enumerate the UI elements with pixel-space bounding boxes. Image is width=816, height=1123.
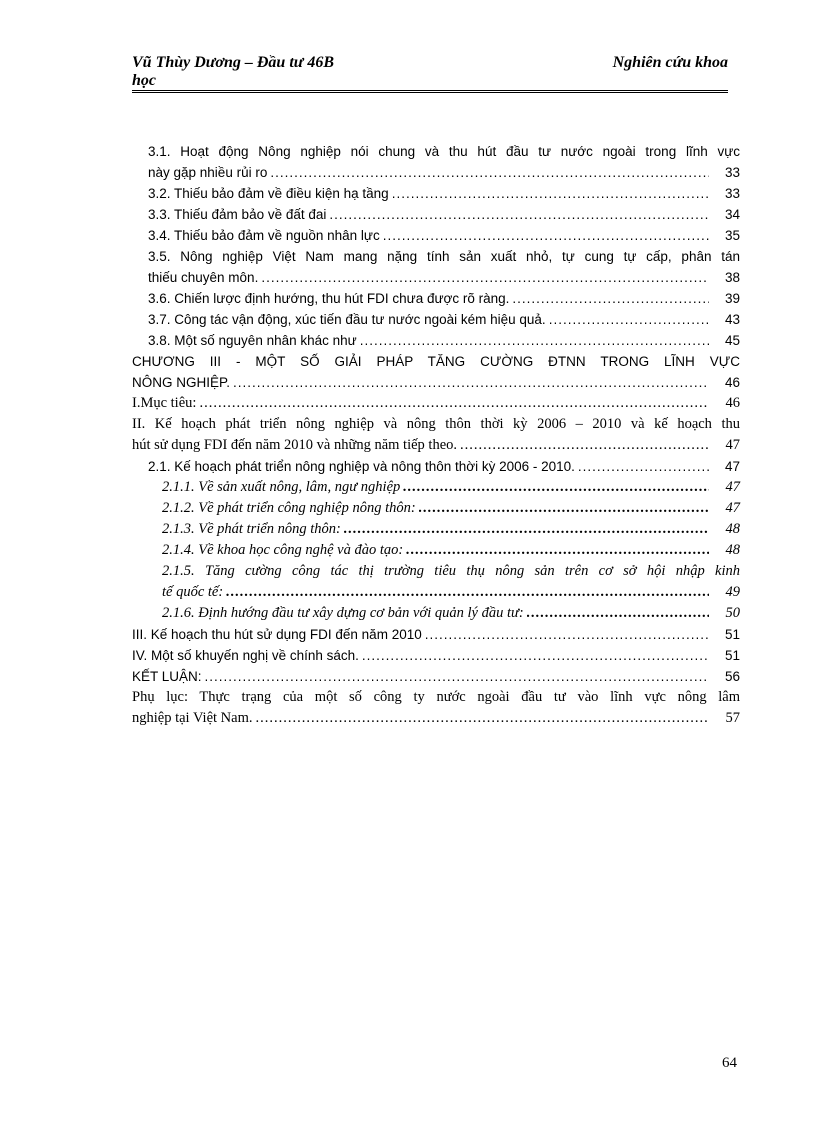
toc-entry-2-1-6[interactable] (132, 603, 740, 624)
toc-page-number: 33 (724, 165, 740, 180)
toc-entry-text: nghiệp tại Việt Nam. (132, 710, 253, 726)
page-header (132, 54, 728, 93)
toc-entry-text: III. Kế hoạch thu hút sử dụng FDI đến năm 2010 (132, 627, 422, 642)
toc-page-number: 48 (725, 542, 740, 558)
toc-entry-text: 2.1.2. Về phát triển công nghiệp nông thôn: (162, 500, 416, 516)
toc-entry-text: II. Kế hoạch phát triển nông nghiệp và nông thôn thời kỳ 2006 – 2010 và kế hoạch thu (132, 416, 740, 432)
toc-page-number: 35 (724, 228, 740, 243)
toc-entry-text: 3.4. Thiếu bảo đảm về nguồn nhân lực (148, 228, 380, 243)
toc-entry-chapter-3[interactable] (132, 351, 740, 393)
header-title: Nghiên cứu khoa (612, 54, 728, 71)
toc-entry-text: 3.3. Thiếu đảm bảo về đất đai (148, 207, 327, 222)
toc-page-number: 47 (724, 459, 740, 474)
toc-entry-text: NÔNG NGHIỆP. (132, 375, 231, 390)
toc-entry-3-2[interactable] (132, 183, 740, 204)
toc-entry-text: IV. Một số khuyến nghị về chính sách. (132, 648, 359, 663)
toc-entry-text: 3.5. Nông nghiệp Việt Nam mang nặng tính sản xuất nhỏ, tự cung tự cấp, phân tán (148, 249, 740, 264)
toc-entry-3-4[interactable] (132, 225, 740, 246)
toc-entry-2-1-5[interactable] (132, 561, 740, 603)
toc-entry-3-5[interactable] (132, 246, 740, 288)
toc-page-number: 49 (725, 584, 740, 600)
toc-entry-muc-tieu[interactable] (132, 393, 740, 414)
toc-entry-2-1[interactable] (132, 456, 740, 477)
toc-leader (460, 435, 709, 456)
toc-leader (233, 372, 709, 393)
toc-page-number: 47 (725, 479, 740, 495)
toc-leader (261, 267, 709, 288)
toc-entry-text: 2.1.3. Về phát triển nông thôn: (162, 521, 341, 537)
toc-entry-text: 3.2. Thiếu bảo đảm về điều kiện hạ tầng (148, 186, 389, 201)
toc-page-number: 45 (724, 333, 740, 348)
toc-entry-3-7[interactable] (132, 309, 740, 330)
toc-page-number: 46 (725, 395, 740, 411)
toc-entry-text: 3.1. Hoạt động Nông nghiệp nói chung và thu hút đầu tư nước ngoài trong lĩnh vực (148, 144, 740, 159)
toc-leader (392, 183, 709, 204)
toc-entry-3-3[interactable] (132, 204, 740, 225)
toc-entry-3-1[interactable] (132, 141, 740, 183)
toc-entry-ket-luan[interactable] (132, 666, 740, 687)
toc-leader (255, 708, 709, 729)
page-number: 64 (722, 1055, 737, 1071)
toc-page-number: 51 (724, 648, 740, 663)
toc-leader (344, 519, 709, 540)
toc-leader (578, 456, 709, 477)
toc-leader (329, 204, 709, 225)
toc-entry-2-1-1[interactable] (132, 477, 740, 498)
toc-entry-2-1-4[interactable] (132, 540, 740, 561)
header-title-wrap: học (132, 72, 156, 89)
toc-leader (406, 540, 709, 561)
toc-entry-section-2[interactable] (132, 414, 740, 456)
toc-page-number: 34 (724, 207, 740, 222)
toc-leader (362, 645, 709, 666)
toc-entry-text: CHƯƠNG III - MỘT SỐ GIẢI PHÁP TĂNG CƯỜNG ĐTNN TRONG LĨNH VỰC (132, 354, 740, 369)
toc-entry-text: 3.6. Chiến lược định hướng, thu hút FDI chưa được rõ ràng. (148, 291, 510, 306)
toc-entry-text: KẾT LUẬN: (132, 669, 202, 684)
toc-page-number: 38 (724, 270, 740, 285)
toc-page-number: 48 (725, 521, 740, 537)
toc-entry-3-6[interactable] (132, 288, 740, 309)
toc-leader (419, 498, 709, 519)
table-of-contents (132, 141, 740, 729)
toc-page-number: 56 (724, 669, 740, 684)
toc-entry-text: 2.1.6. Định hướng đầu tư xây dựng cơ bản với quản lý đầu tư: (162, 605, 524, 621)
header-author: Vũ Thùy Dương – Đầu tư 46B (132, 54, 335, 71)
toc-entry-text: 3.8. Một số nguyên nhân khác như (148, 333, 357, 348)
toc-entry-text: 2.1.5. Tăng cường công tác thị trường tiêu thụ nông sản trên cơ sở hội nhập kinh (162, 563, 740, 579)
toc-entry-text: 3.7. Công tác vận động, xúc tiến đầu tư nước ngoài kém hiệu quả. (148, 312, 546, 327)
toc-page-number: 57 (725, 710, 740, 726)
toc-entry-phu-luc[interactable] (132, 687, 740, 729)
toc-leader (527, 603, 709, 624)
toc-leader (199, 393, 709, 414)
toc-entry-2-1-3[interactable] (132, 519, 740, 540)
toc-leader (425, 624, 709, 645)
toc-page-number: 43 (724, 312, 740, 327)
toc-leader (226, 582, 709, 603)
toc-entry-text: I.Mục tiêu: (132, 395, 197, 411)
toc-entry-text: hút sử dụng FDI đến năm 2010 và những năm tiếp theo. (132, 437, 458, 453)
toc-leader (360, 330, 709, 351)
toc-leader (512, 288, 709, 309)
toc-page-number: 39 (724, 291, 740, 306)
toc-entry-text: Phụ lục: Thực trạng của một số công ty nước ngoài đầu tư vào lĩnh vực nông lâm (132, 689, 740, 705)
toc-leader (270, 162, 709, 183)
toc-page-number: 51 (724, 627, 740, 642)
toc-entry-section-4[interactable] (132, 645, 740, 666)
toc-leader (383, 225, 709, 246)
toc-entry-text: 2.1.1. Về sản xuất nông, lâm, ngư nghiệp (162, 479, 401, 495)
toc-page-number: 47 (725, 437, 740, 453)
toc-page-number: 33 (724, 186, 740, 201)
toc-leader (549, 309, 709, 330)
toc-page-number: 46 (724, 375, 740, 390)
toc-entry-text: tế quốc tế: (162, 584, 224, 600)
toc-entry-section-3[interactable] (132, 624, 740, 645)
toc-entry-text: thiếu chuyên môn. (148, 270, 259, 285)
toc-entry-text: này gặp nhiều rủi ro (148, 165, 268, 180)
toc-entry-text: 2.1. Kế hoạch phát triển nông nghiệp và nông thôn thời kỳ 2006 - 2010. (148, 459, 575, 474)
toc-entry-text: 2.1.4. Về khoa học công nghệ và đào tạo: (162, 542, 404, 558)
toc-entry-2-1-2[interactable] (132, 498, 740, 519)
toc-page-number: 50 (725, 605, 740, 621)
toc-leader (205, 666, 709, 687)
toc-leader (403, 477, 709, 498)
toc-page-number: 47 (725, 500, 740, 516)
toc-entry-3-8[interactable] (132, 330, 740, 351)
